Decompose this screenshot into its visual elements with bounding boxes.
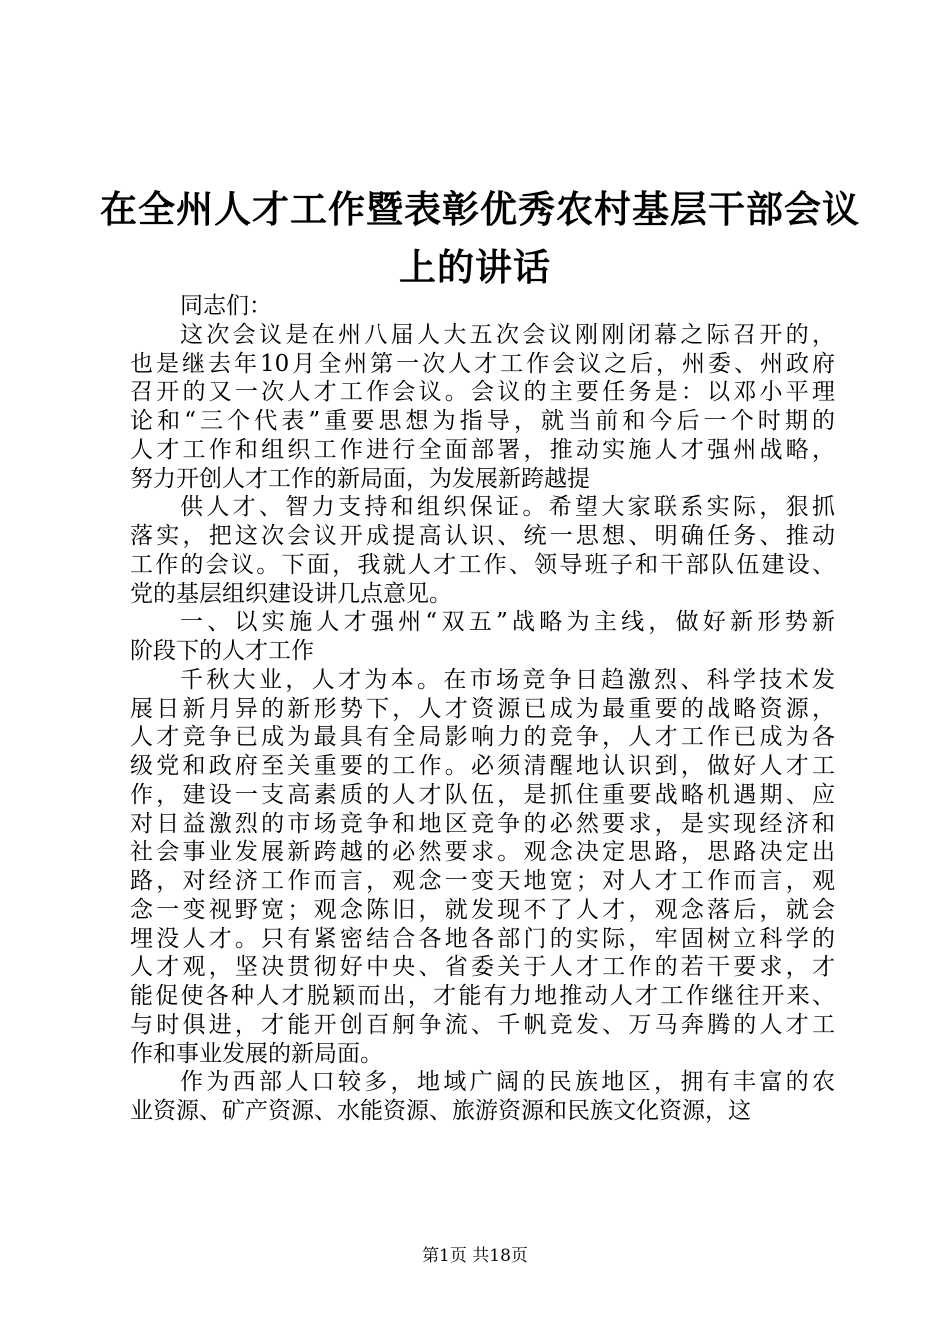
- paragraph-line: 落实，把这次会议开成提高认识、统一思想、明确任务、推动: [130, 523, 835, 549]
- paragraph-line: 供人才、智力支持和组织保证。希望大家联系实际，狠抓: [180, 494, 835, 521]
- paragraph-line: 这次会议是在州八届人大五次会议刚刚闭幕之际召开的，: [180, 321, 835, 348]
- paragraph-line: 级党和政府至关重要的工作。必须清醒地认识到，做好人才工: [130, 753, 835, 779]
- paragraph: [130, 666, 835, 1069]
- paragraph-line: 作，建设一支高素质的人才队伍，是抓住重要战略机遇期、应: [130, 781, 835, 808]
- paragraph: [130, 608, 835, 666]
- paragraph-line: 召开的又一次人才工作会议。会议的主要任务是：以邓小平理: [130, 379, 835, 406]
- paragraph-line: 作和事业发展的新局面。: [130, 1040, 383, 1067]
- paragraph: [130, 321, 835, 494]
- paragraph-line: 党的基层组织建设讲几点意见。: [130, 580, 452, 607]
- paragraph-line: 千秋大业，人才为本。在市场竞争日趋激烈、科学技术发: [180, 666, 835, 693]
- paragraph-line: 能促使各种人才脱颖而出，才能有力地推动人才工作继往开来、: [130, 983, 835, 1009]
- paragraph-line: 埋没人才。只有紧密结合各地各部门的实际，牢固树立科学的: [130, 925, 835, 952]
- paragraph-line: 工作的会议。下面，我就人才工作、领导班子和干部队伍建设、: [130, 551, 835, 578]
- paragraph-line: 一、以实施人才强州“双五”战略为主线，做好新形势新: [180, 609, 835, 636]
- paragraph-line: 阶段下的人才工作: [130, 638, 314, 664]
- paragraph-line: 努力开创人才工作的新局面，为发展新跨越提: [130, 465, 590, 492]
- paragraph-line: 念一变视野宽；观念陈旧，就发现不了人才，观念落后，就会: [130, 896, 835, 923]
- paragraph-line: 论和“三个代表”重要思想为指导，就当前和今后一个时期的: [130, 408, 835, 434]
- paragraph-line: 人才工作和组织工作进行全面部署，推动实施人才强州战略，: [130, 436, 835, 463]
- document-body: [130, 292, 835, 1126]
- paragraph-line: 同志们：: [180, 293, 272, 319]
- paragraph-line: 作为西部人口较多，地域广阔的民族地区，拥有丰富的农: [180, 1069, 835, 1096]
- paragraph-line: 展日新月异的新形势下，人才资源已成为最重要的战略资源，: [130, 695, 835, 722]
- document-title-line-2: 上的讲话: [399, 246, 551, 289]
- paragraph-line: 社会事业发展新跨越的必然要求。观念决定思路，思路决定出: [130, 839, 835, 866]
- paragraph: [130, 493, 835, 608]
- page-footer: 第1页 共18页: [422, 1246, 528, 1266]
- paragraph-line: 人才竞争已成为最具有全局影响力的竞争，人才工作已成为各: [130, 724, 835, 751]
- paragraph-line: 与时俱进，才能开创百舸争流、千帆竞发、万马奔腾的人才工: [130, 1011, 835, 1038]
- paragraph-line: 对日益激烈的市场竞争和地区竞争的必然要求，是实现经济和: [130, 810, 835, 837]
- paragraph: [130, 292, 835, 321]
- document-title-line-1: 在全州人才工作暨表彰优秀农村基层干部会议: [100, 188, 860, 231]
- paragraph-line: 人才观，坚决贯彻好中央、省委关于人才工作的若干要求，才: [130, 954, 835, 981]
- paragraph: [130, 1068, 835, 1126]
- paragraph-line: 业资源、矿产资源、水能资源、旅游资源和民族文化资源，这: [130, 1098, 751, 1124]
- paragraph-line: 也是继去年10月全州第一次人才工作会议之后，州委、州政府: [130, 350, 835, 377]
- paragraph-line: 路，对经济工作而言，观念一变天地宽；对人才工作而言，观: [130, 868, 835, 894]
